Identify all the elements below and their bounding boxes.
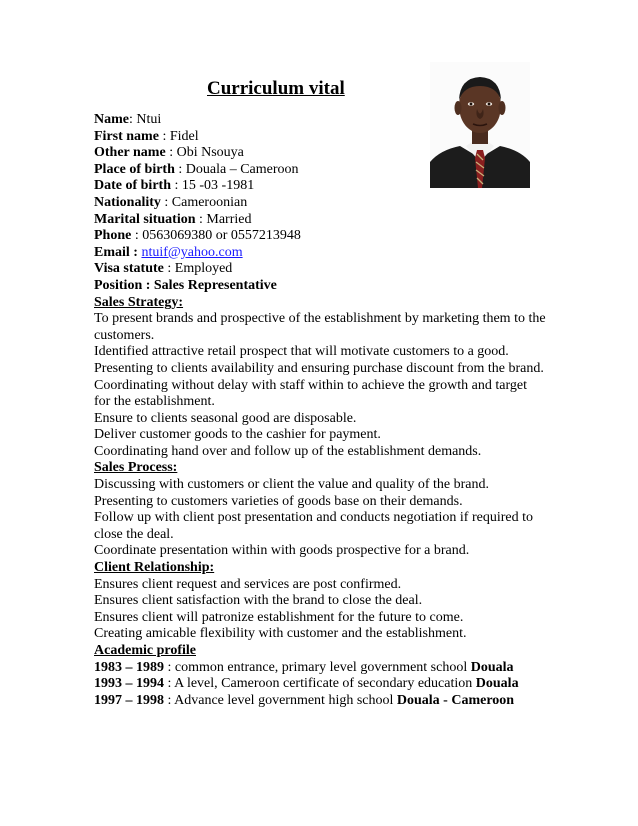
academic-place: Douala	[475, 676, 519, 692]
other-name-separator: :	[165, 145, 177, 161]
client-relationship-item: Ensures client will patronize establishment for the future to come.	[94, 609, 464, 625]
other-name-row	[94, 145, 546, 162]
nationality-value: Cameroonian	[171, 194, 248, 210]
date-of-birth-separator: :	[171, 178, 182, 194]
academic-profile-item	[94, 676, 546, 693]
nationality-separator: :	[160, 194, 172, 210]
academic-profile-item	[94, 660, 546, 677]
email-label: Email :	[94, 244, 138, 260]
date-of-birth-value: 15 -03 -1981	[181, 178, 255, 194]
client-relationship-item: Creating amicable flexibility with customer and the establishment.	[94, 626, 467, 642]
sales-strategy-item: Coordinating without delay with staff within to achieve the growth and target for the establishment.	[94, 377, 528, 410]
academic-years: 1993 – 1994	[94, 676, 164, 692]
name-separator: :	[129, 112, 137, 127]
cv-content	[94, 112, 546, 709]
marital-situation-separator: :	[195, 211, 207, 227]
nationality-label: Nationality	[94, 194, 161, 210]
visa-statute-value: Employed	[174, 261, 233, 277]
date-of-birth-label: Date of birth	[94, 178, 171, 194]
phone-row	[94, 228, 546, 245]
sales-strategy-item: Coordinating hand over and follow up of the establishment demands.	[94, 443, 482, 459]
academic-years: 1997 – 1998	[94, 692, 164, 708]
sales-strategy-item: Presenting to clients availability and ensuring purchase discount from the brand.	[94, 360, 544, 376]
first-name-label: First name	[94, 128, 159, 144]
page-title: Curriculum vital	[207, 78, 345, 99]
client-relationship-heading: Client Relationship:	[94, 560, 215, 576]
place-of-birth-label: Place of birth	[94, 161, 175, 177]
sales-strategy-item: Deliver customer goods to the cashier for payment.	[94, 427, 381, 443]
nationality-row	[94, 195, 546, 212]
sales-process-item: Discussing with customers or client the value and quality of the brand.	[94, 477, 490, 493]
client-relationship-item: Ensures client request and services are post confirmed.	[94, 576, 402, 592]
sales-process-item: Coordinate presentation within with goods prospective for a brand.	[94, 543, 470, 559]
sales-process-item: Follow up with client post presentation and conducts negotiation if required to close the deal.	[94, 510, 533, 542]
marital-situation-row	[94, 212, 546, 229]
other-name-value: Obi Nsouya	[176, 145, 244, 161]
email-row	[94, 245, 546, 262]
academic-profile-item	[94, 693, 546, 710]
marital-situation-label: Marital situation	[94, 211, 196, 227]
visa-statute-row	[94, 261, 546, 278]
sales-strategy-heading: Sales Strategy:	[94, 294, 184, 310]
other-name-label: Other name	[94, 145, 166, 161]
academic-profile-heading: Academic profile	[94, 643, 196, 658]
first-name-separator: :	[158, 128, 170, 144]
position-row: Position : Sales Representative	[94, 277, 277, 293]
sales-strategy-item: To present brands and prospective of the establishment by marketing them to the customers.	[94, 311, 546, 343]
phone-value: 0563069380 or 0557213948	[142, 228, 301, 244]
marital-situation-value: Married	[206, 211, 252, 227]
first-name-row	[94, 129, 546, 146]
sales-strategy-item: Ensure to clients seasonal good are disposable.	[94, 410, 357, 426]
date-of-birth-row	[94, 178, 546, 195]
visa-statute-separator: :	[163, 261, 175, 277]
visa-statute-label: Visa statute	[94, 261, 164, 277]
academic-years: 1983 – 1989	[94, 659, 164, 675]
client-relationship-item: Ensures client satisfaction with the brand to close the deal.	[94, 593, 423, 609]
academic-description: : A level, Cameroon certificate of secondary education	[164, 676, 476, 692]
sales-process-item: Presenting to customers varieties of goods base on their demands.	[94, 493, 463, 509]
academic-place: Douala - Cameroon	[396, 692, 515, 708]
phone-separator: :	[131, 228, 143, 244]
sales-strategy-item: Identified attractive retail prospect that will motivate customers to a good.	[94, 344, 509, 360]
name-label: Name	[94, 112, 129, 127]
name-row	[94, 112, 546, 129]
place-of-birth-separator: :	[174, 161, 186, 177]
email-link[interactable]: ntuif@yahoo.com	[141, 244, 243, 260]
academic-description: : common entrance, primary level government school	[164, 659, 471, 675]
first-name-value: Fidel	[169, 128, 199, 144]
academic-place: Douala	[470, 659, 514, 675]
name-value: Ntui	[136, 112, 162, 127]
place-of-birth-row	[94, 162, 546, 179]
sales-process-heading: Sales Process:	[94, 460, 178, 476]
place-of-birth-value: Douala – Cameroon	[185, 161, 299, 177]
phone-label: Phone	[94, 228, 132, 244]
academic-description: : Advance level government high school	[164, 692, 397, 708]
